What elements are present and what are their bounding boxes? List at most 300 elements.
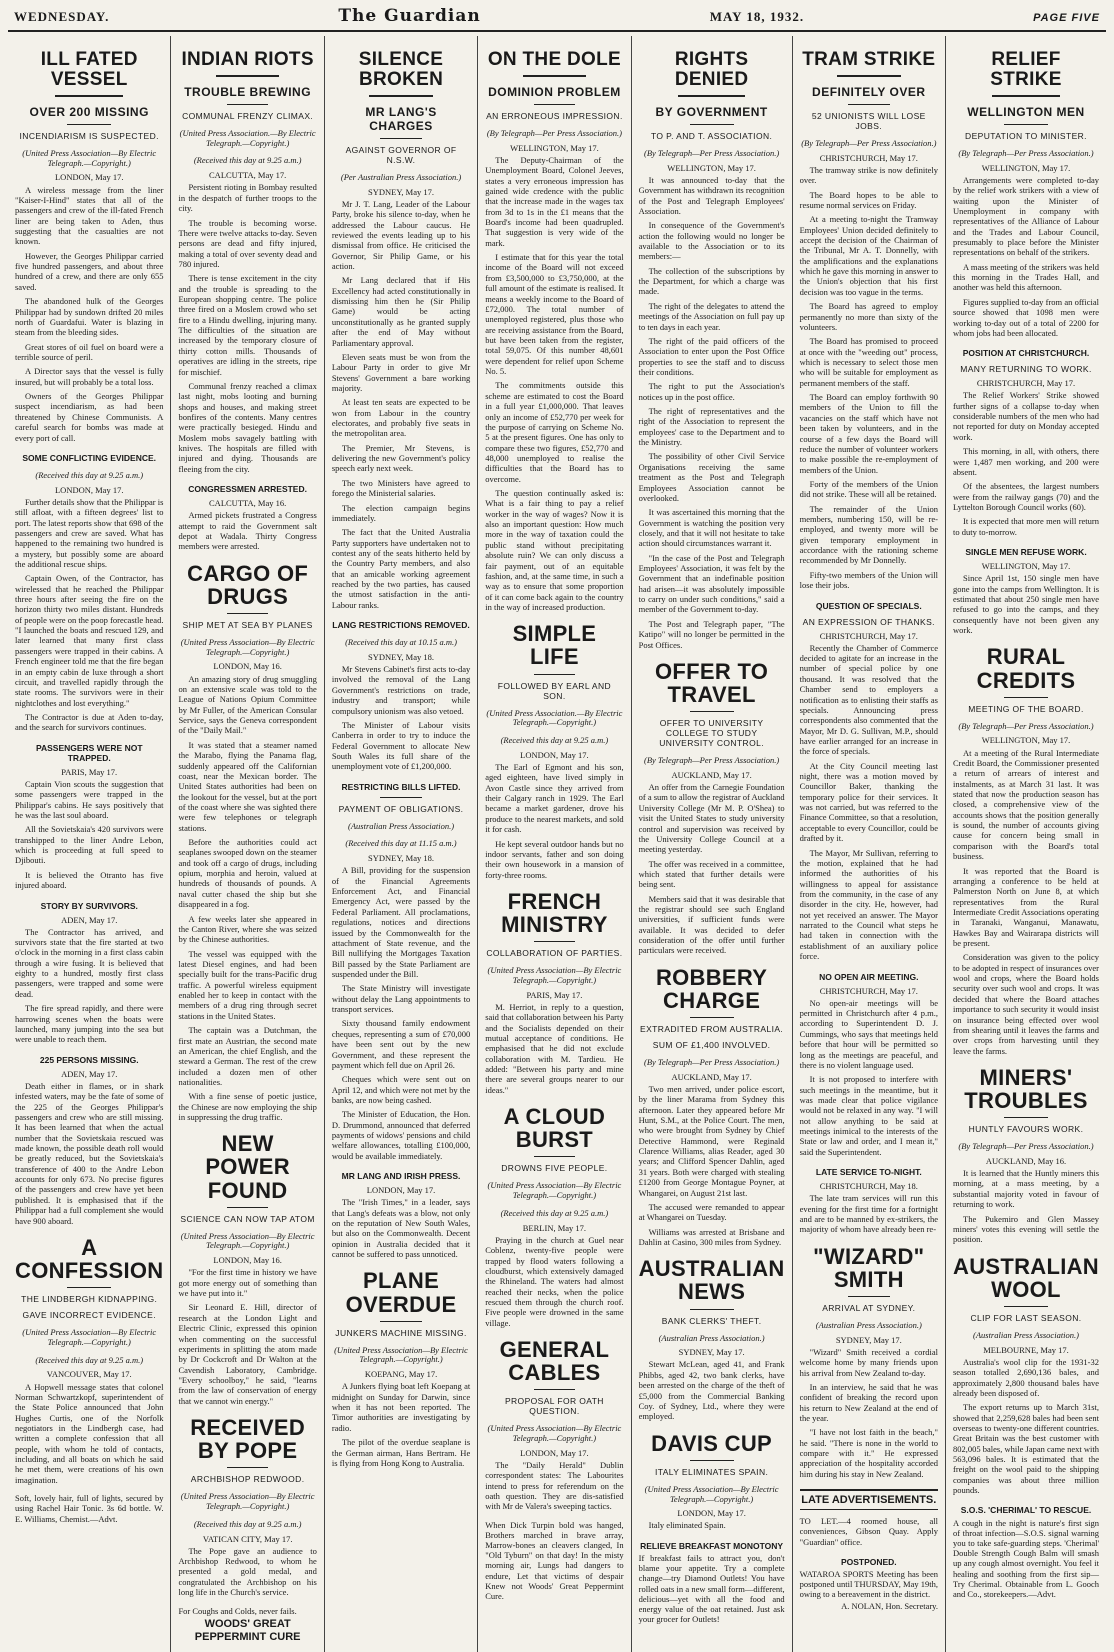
column-2 — [171, 36, 324, 1652]
credit-line: (United Press Association—By Electric Telegraph.—Copyright.) — [487, 1180, 622, 1201]
paragraph: Mr J. T. Lang, Leader of the Labour Party, broke his silence to-day, when he addressed the Labour caucus. He reviewed the events leading up to his dismissal from office. He criticised the Governor, Sir Philip Game, or his action. — [331, 198, 471, 271]
advertisement-heading: S.O.S. 'CHERIMAL' TO RESCUE. — [960, 1505, 1092, 1516]
divider — [1004, 124, 1048, 125]
paragraph: The Board has promised to proceed at once with the "weeding out" process, which is necessary to select those men who will be suitable for employment as permanent members of the staff. — [799, 336, 938, 388]
paragraph: "Wizard" Smith received a cordial welcome home by many friends upon his arrival from New Zealand to-day. — [799, 1346, 938, 1378]
headline: ROBBERY CHARGE — [655, 964, 768, 1013]
dateline: CHRISTCHURCH, May 17. — [819, 985, 918, 996]
paragraph: The Relief Workers' Strike showed further signs of a collapse to-day when considerable numbers of the men who had not reported for duty on Monday accepted work. — [953, 390, 1099, 442]
headline: RELIEF STRIKE — [990, 49, 1062, 90]
article-congressmen-arrested — [178, 484, 316, 552]
paragraph: Of the absentees, the largest numbers were from the railway gangs (70) and the Lyttelton Borough Council works (60). — [953, 481, 1099, 512]
paragraph: "I have not lost faith in the beach," he said. "There is none in the world to compare with it." He expressed appreciation of the hospitality accorded him during his stay in New Zealand. — [799, 1427, 938, 1479]
divider — [227, 104, 269, 105]
postponed-text: WATAROA SPORTS Meeting has been postponed until THURSDAY, May 19th, owing to a bereavement in the district. — [799, 1568, 938, 1600]
paragraph: The collection of the subscriptions by the Department, for which a charge was made. — [638, 265, 785, 297]
dateline: CHRISTCHURCH, May 17. — [976, 378, 1076, 389]
advertisement-heading: RELIEVE BREAKFAST MONOTONY — [640, 1540, 784, 1551]
paragraph: Mr Lang declared that if His Excellency had acted constitutionally in dismissing him then he (Sir Philip Game) would be acting unconstitutionally as he granted supply after the end of May without Parliamentary approval. — [331, 275, 471, 348]
paragraph: M. Herriot, in reply to a question, said that collaboration between his Party and the Socialists depended on their mutual acceptance of conditions. He emphasised that he did not exclude collaboration with M. Tardieu. He added: "Between his party and mine there are several groups nearer to our ideas." — [485, 1001, 624, 1095]
dateline: LONDON, May 17. — [54, 172, 124, 183]
subdeck: AGAINST GOVERNOR OF N.S.W. — [345, 144, 457, 165]
dateline: SYDNEY, May 17. — [835, 1334, 902, 1345]
credit-line: (Australian Press Association.) — [348, 820, 455, 831]
paragraph: "For the first time in history we have got more energy out of something than we have put into it." — [178, 1267, 317, 1299]
headline: RIGHTS DENIED — [674, 49, 749, 90]
column-1 — [8, 36, 171, 1652]
paragraph: Captain Owen, of the Contractor, has wirelessed that he reached the Philippar three hours after seeing the fire on the horizon thirty two miles distant. Hundreds of people were on the poop forecastle head. "I launched the boats and rescued 129, and later learned that many first class passengers were trapped in their cabins. A French engineer told me that the fire began in an empty cabin de luxe through a short circuit, and travelled rapidly through the state rooms. The survivors were in their nightclothes and lost everything." — [15, 573, 164, 708]
divider — [67, 124, 112, 125]
subdeck: THE LINDBERGH KIDNAPPING. — [21, 1294, 158, 1305]
paragraph: However, the Georges Philippar carried five hundred passengers, and about three hundred of a crew, and there are only 655 saved. — [15, 250, 164, 292]
paragraph: The pilot of the overdue seaplane is the German airman, Hans Bertram. He is flying from Hong Kong to Australia. — [331, 1437, 471, 1468]
divider — [837, 75, 901, 77]
dateline: WELLINGTON, May 17. — [981, 735, 1071, 746]
divider — [690, 124, 734, 125]
dateline: SYDNEY, May 18. — [368, 853, 434, 864]
paragraph: The export returns up to March 31st, showed that 2,259,628 bales had been sent overseas to twenty-one different countries. Great Britain was the best customer with 802,005 bales, while Japan came next with 563,096 bales. It is estimated that the freight on the wool paid to the shipping companies was about three million pounds. — [953, 1402, 1099, 1496]
subheading: SOME CONFLICTING EVIDENCE. — [22, 452, 157, 463]
advertisement-text: If breakfast fails to attract you, don't blame your appetite. Try a complete change—try Diamond Outlets! You have rolled oats in a new small form—different, delicious—yet with all the food and energy value of the oat retained. Just ask your grocer for Outlets! — [638, 1553, 785, 1625]
dateline: VANCOUVER, May 17. — [46, 1369, 132, 1380]
paragraph: It was reported that the Board is arranging a conference to be held at Palmerston North on June 8, at which representatives from the Rural Intermediate Credit Associations operating in Taranaki, Wanganui, Manawatu, Hawkes Bay and Wairarapa districts will be present. — [953, 865, 1099, 949]
paragraph: All the Sovietskaia's 420 survivors were transhipped to the liner Andre Lebon, which is proceeding at full speed to Djibouti. — [15, 824, 164, 866]
paragraph: The Deputy-Chairman of the Unemployment Board, Colonel Jeeves, states a very erroneous impression has gained wide credence with the public that the increase made in the wages tax from 3d to 1s in the £1 means that the Board's income had been quadrupled. That suggestion is very wide of the mark. — [485, 154, 624, 248]
paragraph: The abandoned hulk of the Georges Philippar had by sundown drifted 20 miles north of Guardafui. Water is blazing in steam from the bleeding sides. — [15, 296, 164, 338]
article-cloud-burst — [485, 1105, 623, 1328]
paragraph: The trouble is becoming worse. There were twelve attacks to-day. Seven persons are dead and fifty injured, making a total of over seventy dead and 780 injured. — [178, 217, 317, 269]
dateline: SYDNEY, May 17. — [678, 1347, 745, 1358]
subheading: POSITION AT CHRISTCHURCH. — [962, 348, 1090, 359]
divider — [848, 104, 890, 105]
column-7 — [946, 36, 1106, 1652]
dateline: AUCKLAND, May 17. — [671, 1071, 752, 1082]
paragraph: In consequence of the Government's action the following would no longer be available to the Association or to its members:— — [638, 220, 785, 262]
advertisement: When Dick Turpin bold was hanged, Brothers marched in brave array, Marrow-bones an cleavers clanged, In "Old Tyburn" on that day! In the misty morning air, Lungs had dangers to endure, Let that victims of despair Knew not Woods' Great Peppermint Cure. — [485, 1519, 624, 1602]
dateline: ADEN, May 17. — [61, 914, 118, 925]
deck: OVER 200 MISSING — [29, 104, 149, 119]
divider — [1004, 1117, 1048, 1118]
subheading: PASSENGERS WERE NOT TRAPPED. — [35, 742, 143, 763]
paragraph: It is not proposed to interfere with such meetings in the meantime, but it was made clear that police vigilance would not be relaxed in any way. "I will not allow anything to be said at meetings inimical to the interests of the State or law and order, and I mean it," said the Superintendent. — [799, 1074, 938, 1157]
paragraph: He kept several outdoor hands but no indoor servants, father and son doing their own housework in a mansion of forty-three rooms. — [485, 838, 624, 880]
subdeck: CLIP FOR LAST SEASON. — [970, 1312, 1082, 1323]
dateline: AUCKLAND, May 17. — [671, 769, 752, 780]
masthead-date: MAY 18, 1932. — [709, 9, 805, 24]
dateline: PARIS, May 17. — [526, 989, 583, 1000]
divider — [690, 1017, 734, 1018]
dateline: SYDNEY, May 17. — [368, 186, 434, 197]
credit-line: (United Press Association—By Electric Telegraph.—Copyright.) — [22, 1327, 157, 1347]
divider — [227, 1467, 269, 1468]
headline: SILENCE BROKEN — [358, 49, 444, 90]
headline: RURAL CREDITS — [976, 644, 1076, 693]
subdeck: GAVE INCORRECT EVIDENCE. — [22, 1310, 156, 1321]
dateline: SYDNEY, May 18. — [368, 651, 434, 662]
credit-line: (By Telegraph—Per Press Association.) — [958, 1141, 1094, 1152]
dateline: LONDON, May 17. — [520, 1447, 589, 1458]
dateline: LONDON, May 16. — [213, 1255, 282, 1266]
credit-line: (By Telegraph—Per Press Association.) — [644, 1057, 780, 1067]
paragraph: It was announced to-day that the Government has withdrawn its recognition of the Post and Telegraph Employees' Association. — [638, 174, 785, 216]
paragraph: Forty of the members of the Union did not strike. These will all be retained. — [799, 478, 938, 500]
deck: MR LANG'S CHARGES — [365, 104, 437, 133]
credit-line: (By Telegraph—Per Press Association.) — [644, 147, 780, 158]
subdeck: AN ERRONEOUS IMPRESSION. — [486, 110, 623, 121]
article-late-service — [800, 1167, 938, 1235]
divider — [380, 1321, 422, 1322]
article-persons-missing — [15, 1055, 163, 1226]
article-on-the-dole — [485, 50, 623, 612]
subheading: CONGRESSMEN ARRESTED. — [188, 484, 307, 495]
headline: NEW POWER FOUND — [205, 1131, 290, 1203]
headline: AUSTRALIAN WOOL — [953, 1253, 1099, 1302]
deck: DEFINITELY OVER — [812, 84, 926, 99]
subheading: NO OPEN AIR MEETING. — [819, 971, 919, 982]
dateline: CALCUTTA, May 17. — [209, 170, 287, 181]
divider — [227, 1207, 269, 1208]
article-question-of-specials — [800, 601, 938, 962]
article-davis-cup — [639, 1432, 785, 1531]
deck: WELLINGTON MEN — [967, 104, 1085, 119]
headline: SIMPLE LIFE — [512, 621, 597, 670]
paragraph: The Contractor is due at Aden to-day, and the search for survivors continues. — [15, 712, 164, 733]
masthead — [8, 6, 1106, 32]
paragraph: Eleven seats must be won from the Labour Party in order to give Mr Stevens' Government a bare working majority. — [331, 351, 471, 393]
paragraph: Arrangements were completed to-day by the relief work strikers with a view of waiting upon the Minister of Unemployment in company with representatives of the Alliance of Labour and the Trades and Labour Council, presumably to place before the Minister representations on behalf of the strikers. — [953, 174, 1099, 258]
paragraph: The right of representatives and the right of the Association to represent the employees' case to the Department and to the Ministry. — [638, 406, 785, 448]
paragraph: The right of the paid officers of the Association to enter upon the Post Office properties to see the staff and to discuss their conditions. — [638, 335, 785, 377]
paragraph: The question continually asked is: What is a fair thing to pay a relief worker in the way of wages? Now it is also an important question: How much more in the way of taxation could the public stand without precipitating absolute ruin? We can only discuss a fair payment, out of an equitable fashion, and, at the same time, in such a way as to ensure that some proportion of it can come back again to the country in the way of increased production. — [485, 488, 624, 612]
divider — [67, 1287, 112, 1288]
paragraph: A Junkers flying boat left Koepang at midnight on Sunday for Darwin, since when it has not been reported. The Timor authorities are investigating by radio. — [331, 1381, 471, 1433]
credit-line: (United Press Association.—By Electric Telegraph.—Copyright.) — [179, 127, 316, 148]
article-lang-restrictions — [332, 620, 470, 772]
advertisement — [953, 1505, 1099, 1599]
article-rights-denied — [639, 50, 785, 650]
paragraph: A few weeks later she appeared in the Canton River, where she was seized by the Chinese authorities. — [178, 913, 317, 945]
paragraph: Sir Leonard E. Hill, director of research at the London Light and Electric Clinic, expressed this opinion when commenting on the successful experiments in splitting the atom made by Dr Cockcroft and Dr Walton at the Cavendish Laboratory, Cambridge. "Every schoolboy," he said, "learns from the law of conservation of energy that we cannot win energy." — [178, 1302, 317, 1406]
received-line: (Received this day at 9.25 a.m.) — [35, 1354, 144, 1365]
paragraph: Further details show that the Philippar is still afloat, with a fifteen degrees' list to port. The latest reports show that 698 of the passengers and crew are saved. What has happened to the remaining two hundred is a mystery, but possibly some are aboard the additional rescue ships. — [15, 496, 164, 569]
paragraph: There is tense excitement in the city and the trouble is spreading to the European shopping centre. The police three fired on a Moslem crowd who set fire to a Hindu dwelling, injuring many. The difficulties of the situation are increased by the temporary closure of thirty cotton mills. Thousands of operatives are idling in the streets, ripe for mischief. — [178, 273, 317, 377]
paragraph: The Mayor, Mr Sullivan, referring to the motion, explained that he had informed the authorities of his willingness to appeal for assistance from the community, in the case of any disorder in the city. He, however, had not yet received an answer. The Mayor narrated to the Council what steps he had taken in connection with the establishment of an auxiliary police force. — [799, 847, 938, 962]
paragraph: At least ten seats are expected to be won from Labour in the country electorates, and probably five seats in the metropolitan area. — [331, 397, 471, 439]
paragraph: "In the case of the Post and Telegraph Employees' Association, it was felt by the Government that an indefinable position had arisen—it was absolutely impossible to carry on under such conditions," said a member of the Government to-day. — [638, 552, 785, 615]
paragraph: The Minister of Labour visits Canberra in order to try to induce the Federal Government to allocate New South Wales its full share of the unemployment vote of £1,200,000. — [331, 719, 471, 772]
masthead-day: WEDNESDAY. — [14, 9, 110, 24]
subdeck: EXTRADITED FROM AUSTRALIA. — [640, 1024, 784, 1034]
subheading: STORY BY SURVIVORS. — [40, 900, 138, 911]
advertisement — [639, 1541, 785, 1625]
received-line: (Received this day at 10.15 a.m.) — [345, 637, 457, 648]
headline: "WIZARD" SMITH — [813, 1243, 925, 1292]
divider — [380, 138, 422, 139]
divider — [380, 797, 422, 798]
credit-line: (Australian Press Association.) — [815, 1319, 922, 1330]
dateline: CHRISTCHURCH, May 17. — [819, 152, 918, 163]
article-story-by-survivors — [15, 901, 163, 1045]
paragraph: Figures supplied to-day from an official source showed that 1098 men were working to-day out of a total of 2200 for whom jobs had been allocated. — [953, 296, 1099, 338]
divider — [992, 95, 1059, 97]
dateline: LONDON, May 17. — [677, 1508, 746, 1519]
headline: DAVIS CUP — [651, 1430, 773, 1456]
paragraph: The Contractor has arrived, and survivors state that the fire started at two o'clock in the morning in a first class cabin through a wire fusing. It is believed that eighty to a hundred, mostly first class passengers, were trapped and some were dead. — [15, 926, 164, 999]
subdeck: OFFER TO UNIVERSITY COLLEGE TO STUDY UNIVERSITY CONTROL. — [659, 718, 764, 749]
postponed-heading: POSTPONED. — [840, 1556, 897, 1567]
article-relief-strike — [953, 50, 1099, 338]
subheading: LATE SERVICE TO-NIGHT. — [815, 1167, 922, 1178]
article-ill-fated-vessel — [15, 50, 163, 443]
paragraph: At the City Council meeting last night, there was a motion moved by Councillor Baker, thanking the temporary police for their services. It was not carried, but was referred to the Finance Committee, so that a resolution, acceptable to every Councillor, could be drafted by it. — [799, 760, 938, 844]
paragraph: The "Irish Times," in a leader, says that Lang's defeats was a blow, not only on the reputation of New South Wales, but also on the Commonwealth. Decent opinion in Australia decided that it cannot be suffered to pass unnoticed. — [331, 1197, 471, 1260]
divider — [678, 95, 745, 97]
headline: MINERS' TROUBLES — [964, 1064, 1088, 1114]
subdeck: SUM OF £1,400 INVOLVED. — [652, 1040, 771, 1050]
subdeck: ARCHBISHOP REDWOOD. — [190, 1474, 305, 1485]
subdeck: AN EXPRESSION OF THANKS. — [802, 616, 935, 627]
dateline: BERLIN, May 17. — [522, 1222, 587, 1233]
divider — [227, 613, 269, 614]
headline: INDIAN RIOTS — [181, 49, 314, 70]
paragraph: No open-air meetings will be permitted in Christchurch after 4 p.m., according to Superintendent D. J. Cummings, who says that meetings held before that hour will be permitted so long as the meetings are peaceful, and there is no violent language used. — [799, 997, 938, 1070]
credit-line: (United Press Association—By Electric Telegraph.—Copyright.) — [22, 147, 157, 168]
headline: A CLOUD BURST — [503, 1104, 606, 1153]
received-line: (Received this day at 9.25 a.m.) — [500, 1207, 609, 1218]
paragraph: Praying in the church at Guel near Coblenz, twenty-five people were trapped by flood waters following a cloudburst, which extensively damaged the Rhineland. The waters had almost reached their necks, when the police rescued them through the church roof. Five people were drowned in the same village. — [485, 1234, 624, 1328]
dateline: LONDON, May 17. — [54, 484, 124, 495]
paragraph: Before the authorities could act seaplanes swooped down on the steamer and took off a cargo of drugs, including opium, morphia and heroin, valued at hundreds of thousands of pounds. A naval cutter chased the ship but she disappeared in a fog. — [178, 837, 317, 910]
dateline: WELLINGTON, May 17. — [981, 162, 1071, 173]
paragraph: The election campaign begins immediately. — [331, 502, 471, 523]
paragraph: At a meeting of the Rural Intermediate Credit Board, the Commissioner presented a return of arrears of interest and instalments, as at March 31 last. It was stated that now the production season has closed, a comprehensive view of the accounts shows that the position generally is sound, the number of accounts giving cause for concern being small in comparison with the Board's total business. — [953, 747, 1099, 862]
divider — [55, 95, 123, 97]
paragraph: The vessel was equipped with the latest Diesel engines, and had been specially built for the trans-Pacific drug traffic. A powerful wireless equipment enabled her to keep in contact with the members of a drug ring through secret stations in the United States. — [178, 948, 317, 1021]
paragraph: The captain was a Dutchman, the first mate an Austrian, the second mate an American, the chief English, and the steward a German. The rest of the crew included a dozen men of other nationalities. — [178, 1025, 317, 1087]
subheading: LANG RESTRICTIONS REMOVED. — [332, 620, 470, 631]
subdeck: MEETING OF THE BOARD. — [968, 703, 1084, 714]
deck: TROUBLE BREWING — [184, 84, 312, 99]
columns — [8, 36, 1106, 1643]
credit-line: (Per Australian Press Association.) — [340, 171, 462, 182]
subdeck: BANK CLERKS' THEFT. — [661, 1315, 762, 1326]
paragraph: The State Ministry will investigate without delay the Lang appointments to transport services. — [331, 983, 471, 1015]
paragraph: Consideration was given to the policy to be adopted in respect of insurances over wool and crops, where the Board holds security over such wool and crops. It was decided that where the Board attaches importance to such security it would insist on insurance being effected over wool from shearing until it leaves the farms and over crops from harvesting until they leave the farms. — [953, 952, 1099, 1056]
divider — [534, 104, 576, 105]
subdeck: JUNKERS MACHINE MISSING. — [335, 1327, 467, 1338]
divider — [690, 1460, 734, 1461]
deck: DOMINION PROBLEM — [488, 84, 621, 99]
divider — [534, 941, 576, 942]
paragraph: At a meeting to-night the Tramway Employees' Union decided definitely to accept the decision of the Chairman of the Tribunal, Mr A. T. Donnelly, with the amplifications and the explanations which he gave this morning in answer to the Union's objection that his first decision was too vague in the terms. — [799, 214, 938, 297]
subdeck: TO P. AND T. ASSOCIATION. — [650, 130, 773, 141]
subdeck: PAYMENT OF OBLIGATIONS. — [338, 803, 464, 814]
dateline: MELBOURNE, May 17. — [983, 1344, 1069, 1355]
article-plane-overdue — [332, 1269, 470, 1468]
subheading: 225 PERSONS MISSING. — [39, 1054, 139, 1065]
paragraph: The Pukemiro and Glen Massey miners' votes this evening will settle the position. — [953, 1213, 1099, 1245]
subdeck: PROPOSAL FOR OATH QUESTION. — [504, 1396, 604, 1417]
paragraph: The Board can employ forthwith 90 members of the Union to fill the vacancies on the staff which have not been taken by volunteers, and in the course of a few days the Board will reduce the number of volunteer workers to make possible the re-employment of members of the Union. — [799, 392, 938, 475]
article-rural-credits — [953, 645, 1099, 1056]
headline: CARGO OF DRUGS — [187, 560, 309, 609]
received-line: (Received this day at 11.15 a.m.) — [345, 838, 457, 849]
headline: A CONFESSION — [15, 1234, 164, 1283]
subdeck: FOLLOWED BY EARL AND SON. — [497, 680, 612, 701]
paragraph: The Post and Telegraph paper, "The Katipo" will no longer be permitted in the Post Offices. — [638, 618, 785, 650]
deck: BY GOVERNMENT — [655, 104, 768, 119]
advertisement: Soft, lovely hair, full of lights, secured by using Rachel Hair Tonic. 3s 6d bottle. W. E. Williams, Chemist.—Advt. — [15, 1493, 164, 1524]
article-lang-irish-press — [332, 1171, 470, 1259]
paragraph: The Pope gave an audience to Archbishop Redwood, to whom he presented a gold medal, and congratulated the Archbishop on his long life in the Church's service. — [178, 1545, 317, 1598]
headline: ILL FATED VESSEL — [40, 49, 138, 90]
article-australian-news — [639, 1257, 785, 1421]
paragraph: Australia's wool clip for the 1931-32 season totalled 2,690,136 bales, and approximately 2,800 thousand bales have already been disposed of. — [953, 1356, 1099, 1398]
paragraph: Captain Vion scouts the suggestion that some passengers were trapped in the Philippar's cabins. He says positively that he was the last soul aboard. — [15, 778, 164, 820]
subdeck: HUNTLY FAVOURS WORK. — [968, 1124, 1084, 1135]
article-a-confession — [15, 1236, 163, 1485]
dateline: CHRISTCHURCH, May 17. — [819, 630, 918, 641]
received-line: (Received this day at 9.25 a.m.) — [193, 1518, 302, 1529]
paragraph: The late tram services will run this evening for the first time for a fortnight and are to be manned by ex-strikers, the majority of whom have already been re- — [799, 1193, 938, 1235]
masthead-page-number: PAGE FIVE — [1033, 12, 1100, 24]
column-3 — [325, 36, 478, 1652]
credit-line: (By Telegraph—Per Press Association.) — [801, 137, 937, 148]
paragraph: The commitments outside this scheme are estimated to cost the Board in a full year £1,000,000. That leaves only an income of £52,770 per week for the purpose of carrying on Scheme No. 5 at the present figures. One has only to compare these two figures, £52,770 and 48,000 unemployed to realise the difficulties that the Board has to overcome. — [485, 380, 624, 484]
paragraph: Owners of the Georges Philippar suspect incendiarism, as had been threatened by Chinese Communists. A careful search for bombs was made at every port of call. — [15, 391, 164, 443]
dateline: CALCUTTA, May 16. — [209, 498, 287, 509]
subheading: MR LANG AND IRISH PRESS. — [341, 1171, 461, 1182]
subheading: RESTRICTING BILLS LIFTED. — [341, 781, 461, 792]
subheading: SINGLE MEN REFUSE WORK. — [965, 547, 1087, 558]
column-4 — [478, 36, 631, 1652]
received-line: (Received this day at 9.25 a.m.) — [500, 735, 609, 746]
article-miners-troubles — [953, 1066, 1099, 1245]
paragraph: Members said that it was desirable that the registrar should see such England universities, if sufficient funds were available. It was decided to defer consideration of the offer until further particulars were received. — [638, 893, 785, 956]
paragraph: A mass meeting of the strikers was held this morning in the Trades Hall, and another was held this afternoon. — [953, 261, 1099, 293]
paragraph: The two Ministers have agreed to forego the Ministerial salaries. — [331, 477, 471, 499]
paragraph: A Director says that the vessel is fully insured, but will probably be a total loss. — [15, 366, 164, 387]
subheading: QUESTION OF SPECIALS. — [815, 600, 922, 611]
headline: GENERAL CABLES — [499, 1337, 610, 1386]
divider — [534, 1156, 576, 1157]
headline: PLANE OVERDUE — [345, 1268, 457, 1317]
paragraph: Mr Stevens Cabinet's first acts to-day involved the removal of the Lang Government's restrictions on trade, industry and transport; while compulsory unionism was also vetoed. — [331, 664, 471, 716]
advertisement-text: A cough in the night is nature's first sign of throat infection—S.O.S. signal warning you to take safe-guarding steps. 'Cherimal' Double Strength Cough Balm will smash up any cough almost overnight. You feel it healing and soothing from the first sip—Try Cherimal. Obtainable from L. Gooch and Co., storekeepers.—Advt. — [953, 1517, 1099, 1599]
credit-line: (By Telegraph—Per Press Association.) — [644, 755, 780, 766]
subdeck: 52 UNIONISTS WILL LOSE JOBS. — [811, 110, 926, 131]
paragraph: A Hopwell message states that colonel Norman Schwartzkopf, superintendent of the State Police announced that John Hughes Curtis, one of the Norfolk negotiators in the Lindbergh case, had written a complete confession that all people, with whom he told of contacts, including, and all boats on which he said he met them, were creations of his own imagination. — [15, 1381, 164, 1485]
headline: OFFER TO TRAVEL — [655, 658, 769, 708]
advertisement-product: WOODS' GREAT PEPPERMINT CURE — [194, 1617, 301, 1643]
credit-line: (United Press Association—By Electric Telegraph.—Copyright.) — [487, 965, 622, 985]
paragraph: Sixty thousand family endowment cheques, representing a sum of £70,000 have been sent out by the new Government, and these represent the payment which fell due on April 26. — [331, 1018, 471, 1070]
article-silence-broken — [332, 50, 470, 610]
paragraph: Cheques which were sent out on April 12, and which were not met by the banks, are now being cashed. — [331, 1074, 471, 1105]
paragraph: The fact that the United Australia Party supporters have undertaken not to contest any of the seats hitherto held by the Country Party members, and also that an amicable working agreement reached by the two parties, has caused the utmost satisfaction in the anti-Labour ranks. — [331, 527, 471, 610]
paragraph: It is expected that more men will return to duty to-morrow. — [953, 516, 1099, 537]
late-advertisements-heading: LATE ADVERTISEMENTS. — [800, 1489, 938, 1510]
paragraph: It was ascertained this morning that the Government is watching the position very closely, and that it will not hesitate to take action should circumstances warrant it. — [638, 507, 785, 549]
paragraph: The possibility of other Civil Service Organisations receiving the same treatment as the Post and Telegraph Employees Association cannot be overlooked. — [638, 451, 785, 503]
paragraph: A Bill, providing for the suspension of the Financial Agreements Enforcement Act, and Financial Emergency Act, were passed by the Federal Parliament. All proclamations, regulations, notices and directions issued by the Commonwealth for the attachment of State revenue, and the Bill nullifying the Mortgages Taxation Bill passed by the State Parliament are suspended under the Bill. — [331, 865, 471, 979]
credit-line: (Australian Press Association.) — [972, 1329, 1079, 1340]
credit-line: (Australian Press Association.) — [658, 1332, 765, 1343]
paragraph: The "Daily Herald" Dublin correspondent states: The Labourites intend to press for referendum on the oath question. They are dis-satisfied with Mr de Valera's sweeping tactics. — [485, 1459, 624, 1512]
article-simple-life — [485, 622, 623, 880]
subdeck: DROWNS FIVE PEOPLE. — [501, 1163, 608, 1174]
credit-line: (United Press Association—By Electric Telegraph.—Copyright.) — [644, 1483, 779, 1504]
dateline: CHRISTCHURCH, May 18. — [819, 1181, 918, 1192]
divider — [216, 75, 280, 77]
dateline: WELLINGTON, May 17. — [510, 142, 599, 153]
postponed-signature: A. NOLAN, Hon. Secretary. — [841, 1601, 938, 1612]
article-passengers-not-trapped — [15, 743, 163, 891]
paragraph: The Board hopes to be able to resume normal services on Friday. — [799, 189, 938, 210]
dateline: AUCKLAND, May 16. — [985, 1155, 1067, 1166]
credit-line: (By Telegraph—Per Press Association.) — [486, 127, 623, 138]
paragraph: Williams was arrested at Brisbane and Dahlin at Casino, 300 miles from Sydney. — [638, 1226, 785, 1247]
divider — [690, 1309, 734, 1310]
paragraph: This morning, in all, with others, there were 1,487 men working, and 200 were absent. — [953, 446, 1099, 477]
dateline: KOEPANG, May 17. — [364, 1369, 438, 1380]
headline: RECEIVED BY POPE — [190, 1415, 306, 1464]
article-indian-riots — [178, 50, 316, 474]
divider — [534, 1389, 576, 1390]
credit-line: (By Telegraph—Per Press Association.) — [958, 147, 1094, 158]
advertisement-text: For Coughs and Colds, never fails. — [178, 1605, 297, 1616]
paragraph: The Earl of Egmont and his son, aged eighteen, have lived simply in Avon Castle since they arrived from their Calgary ranch in 1929. The Earl became a market gardener, drove his produce to the nearest markets, and sold it for cash. — [485, 762, 624, 835]
paragraph: The remainder of the Union members, numbering 150, will be re-employed, and twenty more will be given temporary employment in accordance with the rationing scheme recommended by Mr Donnelly. — [799, 503, 938, 566]
paragraph: An amazing story of drug smuggling on an extensive scale was told to the League of Nations Opium Committee by Mr Fuller, of the American Consular Service, says the Geneva correspondent of the "Daily Mail." — [178, 673, 317, 736]
credit-line: (United Press Association.—By Electric Telegraph.—Copyright.) — [486, 707, 623, 728]
article-position-christchurch — [953, 348, 1099, 537]
article-new-power-found — [178, 1132, 316, 1406]
headline: AUSTRALIAN NEWS — [638, 1256, 785, 1305]
paragraph: The right to put the Association's notices up in the post office. — [638, 381, 785, 402]
postponed-notice — [800, 1569, 938, 1612]
dateline: PARIS, May 17. — [61, 766, 118, 777]
paragraph: The Minister of Education, the Hon. D. Drummond, announced that deferred payments of widows' pensions and child welfare allowances, totalling £100,000, would be available immediately. — [331, 1109, 471, 1161]
article-wizard-smith — [800, 1245, 938, 1479]
paragraph: The fire spread rapidly, and there were harrowing scenes when the boats were launched, many jumping into the sea but were unable to reach them. — [15, 1003, 164, 1045]
dateline: LONDON, May 17. — [366, 1185, 436, 1196]
headline: ON THE DOLE — [487, 49, 621, 70]
paragraph: With a fine sense of poetic justice, the Chinese are now employing the ship in suppressing the drug traffic. — [178, 1091, 317, 1123]
paragraph: An offer from the Carnegie Foundation of a sum to allow the registrar of Auckland University College (Mr M. P. O'Shea) to visit the United States to study university control and supervision was received by the University College Council at a meeting yesterday. — [638, 782, 785, 855]
paragraph: Two men arrived, under police escort, by the liner Marama from Sydney this afternoon. Later they appeared before Mr Hunt, S.M., at the Police Court. The men, who were brought from Sydney by Chief Detective Hammond, were Reginald Clarence Williams, alias Reader, aged 30 years; and Clifford Spencer Dahlin, aged 31 years. Both were charged with stealing £1200 from George Montague Poyner, at Whangarei, on August 21st last. — [638, 1083, 785, 1198]
paragraph: The Board has agreed to employ permanently no more than sixty of the volunteers. — [799, 301, 938, 332]
column-6 — [793, 36, 946, 1652]
headline: TRAM STRIKE — [802, 49, 936, 70]
headline: FRENCH MINISTRY — [501, 888, 608, 938]
advertisement — [178, 1606, 316, 1645]
article-cargo-of-drugs — [178, 562, 316, 1123]
article-general-cables — [485, 1338, 623, 1512]
paragraph: A wireless message from the liner "Kaiser-I-Hind" states that all of the passengers and crew of the ill-fated French liner are being taken to Aden, thus suggesting that the casualties are not known. — [15, 184, 164, 247]
credit-line: (United Press Association—By Electric Telegraph.—Copyright.) — [180, 636, 315, 657]
paragraph: Great stores of oil fuel on board were a terrible source of peril. — [15, 341, 164, 362]
paragraph: Italy eliminated Spain. — [648, 1520, 726, 1531]
paragraph: Since April 1st, 150 single men have gone into the camps from Wellington. It is estimated that about 250 single men have refused to go into the camps, and they consequently have not been given any work. — [953, 573, 1099, 636]
paragraph: In an interview, he said that he was confident of breaking the record upon his return to New Zealand at the end of the year. — [799, 1381, 938, 1424]
credit-line: (United Press Association—By Electric Telegraph.—Copyright.) — [180, 1491, 315, 1512]
paragraph: The Premier, Mr Stevens, is delivering the new Government's policy speech early next week. — [331, 442, 471, 474]
dateline: LONDON, May 17. — [520, 749, 589, 760]
article-single-men — [953, 547, 1099, 635]
divider — [534, 674, 576, 675]
divider — [690, 711, 734, 712]
